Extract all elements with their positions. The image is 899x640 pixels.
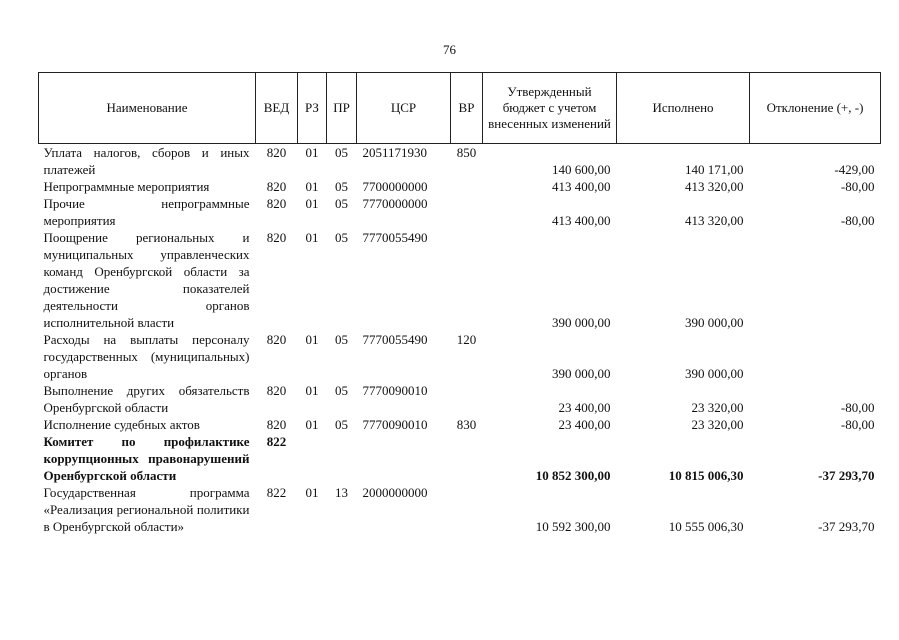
row-name: Поощрение региональных и муниципальных управленческих команд Оренбургской области за достижение показателей деятельности органов исполнительной власти — [43, 230, 250, 330]
row-pr — [327, 433, 357, 484]
row-deviation: -429,00 — [834, 162, 875, 177]
row-approved: 23 400,00 — [558, 400, 611, 415]
row-approved: 10 852 300,00 — [535, 468, 611, 483]
row-rz — [298, 433, 327, 484]
row-csr: 7770055490 — [362, 332, 428, 347]
row-name: Исполнение судебных актов — [43, 417, 200, 432]
table-row — [39, 331, 881, 382]
row-approved: 413 400,00 — [552, 179, 611, 194]
row-pr: 05 — [335, 230, 348, 245]
row-rz: 01 — [305, 485, 319, 500]
row-name: Расходы на выплаты персоналу государственных (муниципальных) органов — [43, 332, 250, 381]
header-approved: Утвержденный бюджет с учетом внесенных изменений — [483, 73, 617, 144]
row-executed: 10 555 006,30 — [668, 519, 744, 534]
row-deviation: -80,00 — [840, 179, 875, 194]
row-ved: 822 — [266, 485, 287, 500]
table-row — [39, 484, 881, 535]
row-csr: 7770090010 — [362, 417, 428, 432]
row-ved: 820 — [266, 332, 287, 347]
header-csr: ЦСР — [357, 73, 451, 144]
row-executed: 390 000,00 — [685, 366, 744, 381]
row-executed: 10 815 006,30 — [668, 468, 744, 483]
header-vr: ВР — [451, 73, 483, 144]
row-rz: 01 — [305, 417, 319, 432]
row-executed: 140 171,00 — [685, 162, 744, 177]
row-rz: 01 — [305, 230, 319, 245]
row-vr — [451, 229, 483, 331]
row-executed: 23 320,00 — [691, 417, 744, 432]
row-vr: 850 — [456, 145, 477, 160]
row-name: Прочие непрограммные мероприятия — [43, 196, 250, 228]
row-csr: 7700000000 — [362, 179, 428, 194]
row-approved: 390 000,00 — [552, 366, 611, 381]
row-csr: 2000000000 — [362, 485, 428, 500]
row-executed: 413 320,00 — [685, 179, 744, 194]
row-ved: 820 — [266, 383, 287, 398]
row-vr: 120 — [456, 332, 477, 347]
row-pr: 13 — [335, 485, 348, 500]
table-row — [39, 178, 881, 195]
header-deviation: Отклонение (+, -) — [750, 73, 881, 144]
row-ved: 820 — [266, 196, 287, 211]
table-row — [39, 144, 881, 179]
row-deviation — [750, 229, 881, 331]
table-body — [39, 144, 881, 536]
row-vr — [451, 484, 483, 535]
row-deviation: -37 293,70 — [818, 468, 875, 483]
row-pr: 05 — [335, 196, 348, 211]
row-rz: 01 — [305, 196, 319, 211]
row-approved: 390 000,00 — [552, 315, 611, 330]
row-approved: 413 400,00 — [552, 213, 611, 228]
row-csr: 7770055490 — [362, 230, 428, 245]
header-ved: ВЕД — [256, 73, 298, 144]
row-ved: 822 — [266, 434, 287, 449]
row-name: Непрограммные мероприятия — [43, 179, 210, 194]
row-vr — [451, 382, 483, 416]
header-pr: ПР — [327, 73, 357, 144]
row-rz: 01 — [305, 332, 319, 347]
row-executed: 390 000,00 — [685, 315, 744, 330]
table-header-row — [39, 73, 881, 144]
row-pr: 05 — [335, 383, 348, 398]
row-pr: 05 — [335, 145, 348, 160]
row-name: Уплата налогов, сборов и иных платежей — [43, 145, 250, 177]
row-vr — [451, 178, 483, 195]
budget-table — [38, 72, 881, 535]
row-ved: 820 — [266, 417, 287, 432]
row-deviation: -80,00 — [840, 400, 875, 415]
row-vr: 830 — [456, 417, 477, 432]
row-name: Выполнение других обязательств Оренбургской области — [43, 383, 250, 415]
row-csr: 7770090010 — [362, 383, 428, 398]
row-name: Государственная программа «Реализация региональной политики в Оренбургской области» — [43, 485, 250, 534]
row-vr — [451, 433, 483, 484]
table-row — [39, 382, 881, 416]
header-name: Наименование — [39, 73, 256, 144]
row-csr: 7770000000 — [362, 196, 428, 211]
row-approved: 140 600,00 — [552, 162, 611, 177]
row-executed: 23 320,00 — [691, 400, 744, 415]
row-name: Комитет по профилактике коррупционных правонарушений Оренбургской области — [43, 434, 250, 483]
row-ved: 820 — [266, 230, 287, 245]
row-deviation — [750, 331, 881, 382]
row-pr: 05 — [335, 179, 348, 194]
row-ved: 820 — [266, 179, 287, 194]
row-deviation: -37 293,70 — [818, 519, 875, 534]
row-approved: 10 592 300,00 — [535, 519, 611, 534]
row-csr: 2051171930 — [362, 145, 428, 160]
row-rz: 01 — [305, 179, 319, 194]
header-executed: Исполнено — [617, 73, 750, 144]
row-deviation: -80,00 — [840, 213, 875, 228]
row-ved: 820 — [266, 145, 287, 160]
table-row — [39, 416, 881, 433]
row-vr — [451, 195, 483, 229]
row-approved: 23 400,00 — [558, 417, 611, 432]
table-row-bold — [39, 433, 881, 484]
row-pr: 05 — [335, 417, 348, 432]
row-rz: 01 — [305, 383, 319, 398]
row-executed: 413 320,00 — [685, 213, 744, 228]
table-row — [39, 195, 881, 229]
row-pr: 05 — [335, 332, 348, 347]
row-csr — [357, 433, 451, 484]
header-rz: РЗ — [298, 73, 327, 144]
row-rz: 01 — [305, 145, 319, 160]
table-row — [39, 229, 881, 331]
row-deviation: -80,00 — [840, 417, 875, 432]
page-number: 76 — [443, 42, 456, 57]
